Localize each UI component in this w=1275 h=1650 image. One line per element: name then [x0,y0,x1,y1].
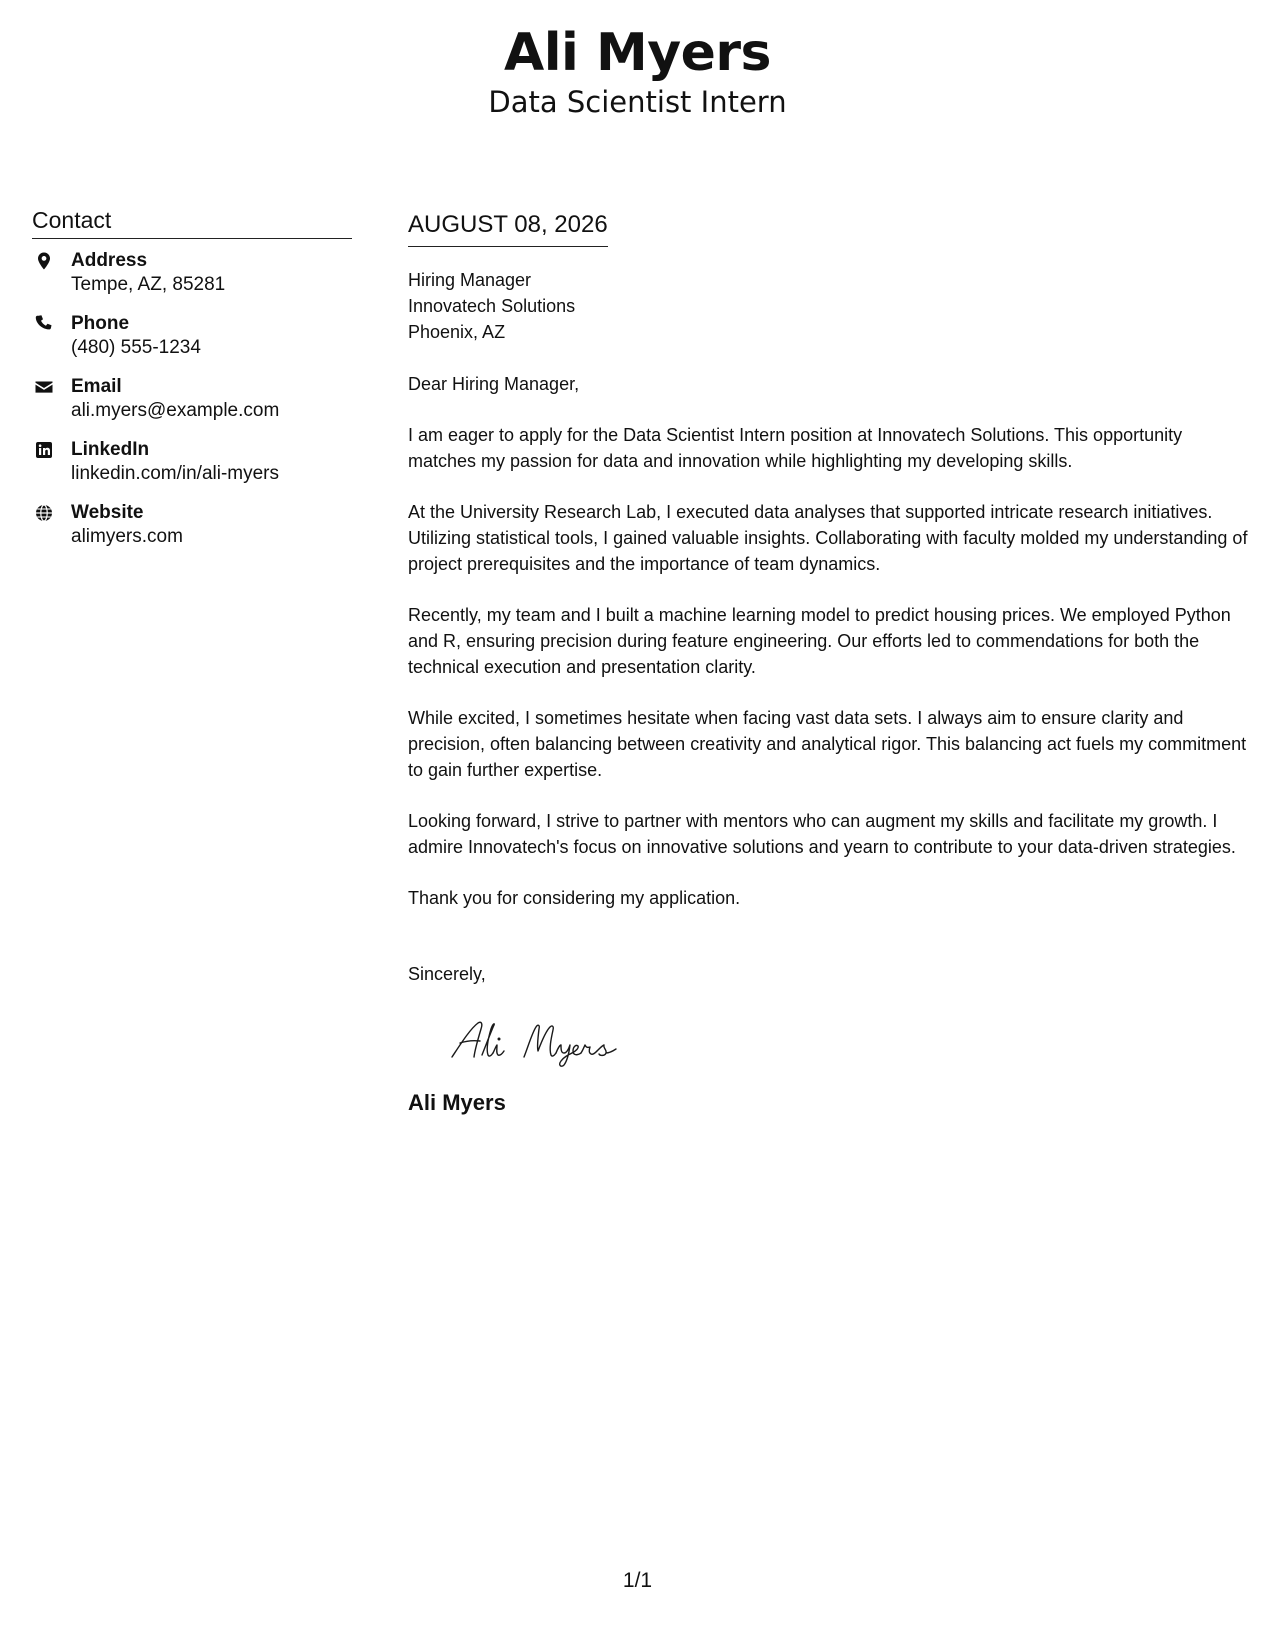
contact-list [32,249,352,564]
letter-body [408,210,1248,1117]
letter-paragraph: I am eager to apply for the Data Scientist Intern position at Innovatech Solutions. This opportunity matches my passion for data and innovation while highlighting my developing skills. [408,425,1183,471]
letter-header [0,22,1275,120]
recipient-line: Phoenix, AZ [408,322,506,342]
contact-item-linkedin [32,438,352,501]
linkedin-icon [34,440,54,460]
letter-paragraphs [408,422,1248,911]
contact-sidebar [32,206,352,564]
letter-paragraph: Thank you for considering my application. [408,888,741,908]
letter-paragraph: Looking forward, I strive to partner with mentors who can augment my skills and facilitate my growth. I admire Innovatech's focus on innovative solutions and yearn to contribute to your data-driven strategies. [408,811,1236,857]
signer-name: Ali Myers [408,1090,506,1115]
envelope-icon [34,377,54,397]
contact-item-address [32,249,352,312]
globe-icon [34,503,54,523]
phone-icon [34,314,54,334]
contact-label: Website [71,502,144,523]
contact-value: ali.myers@example.com [71,400,280,421]
closing: Sincerely, [408,964,486,984]
contact-value: linkedin.com/in/ali-myers [71,463,280,484]
map-pin-icon [34,251,54,271]
applicant-title: Data Scientist Intern [488,85,787,119]
contact-value: (480) 555-1234 [71,337,201,358]
contact-value: Tempe, AZ, 85281 [71,274,226,295]
recipient-line: Innovatech Solutions [408,296,576,316]
contact-label: Address [71,250,148,271]
page-number: 1/1 [622,1569,653,1592]
contact-value: alimyers.com [71,526,183,547]
contact-label: Phone [71,313,130,334]
contact-label: LinkedIn [71,439,150,460]
letter-paragraph: While excited, I sometimes hesitate when facing vast data sets. I always aim to ensure clarity and precision, often balancing between creativity and analytical rigor. This balancing act fuels my commitment to gain further expertise. [408,708,1247,780]
handwritten-signature [448,1015,648,1067]
salutation: Dear Hiring Manager, [408,374,580,394]
contact-item-phone [32,312,352,375]
recipient-line: Hiring Manager [408,270,532,290]
contact-heading: Contact [32,206,352,239]
letter-paragraph: At the University Research Lab, I executed data analyses that supported intricate research initiatives. Utilizing statistical tools, I gained valuable insights. Collaborating with faculty molded my understanding of project prerequisites and the importance of team dynamics. [408,502,1248,574]
contact-item-email [32,375,352,438]
letter-date: AUGUST 08, 2026 [408,210,608,247]
applicant-name: Ali Myers [503,23,771,83]
letter-paragraph: Recently, my team and I built a machine learning model to predict housing prices. We employed Python and R, ensuring precision during feature engineering. Our efforts led to commendations for both the technical execution and presentation clarity. [408,605,1231,677]
contact-label: Email [71,376,122,397]
contact-item-website [32,501,352,564]
recipient-block [408,267,1248,345]
